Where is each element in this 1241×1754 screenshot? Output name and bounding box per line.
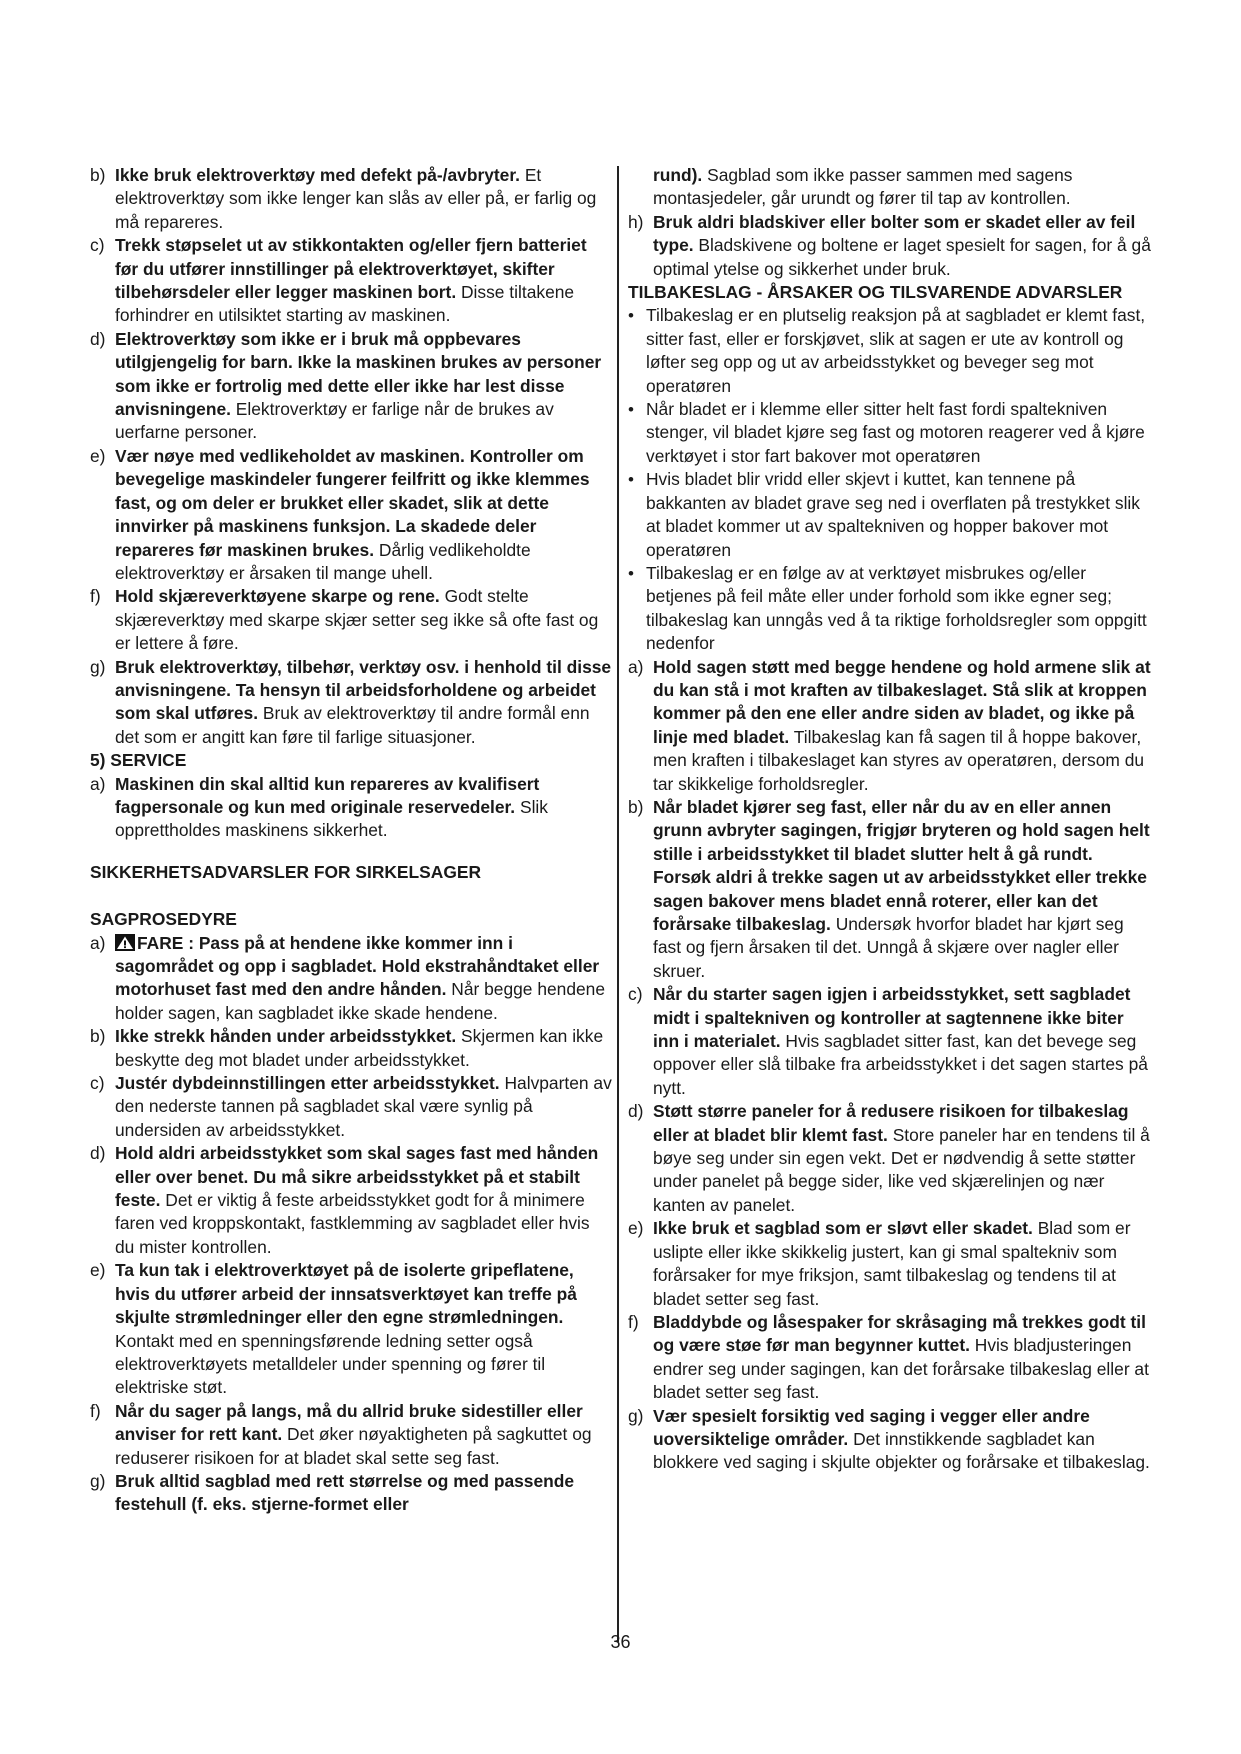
section-heading-service: 5) SERVICE — [90, 750, 187, 771]
page-number: 36 — [610, 1632, 631, 1652]
list-item: g) Bruk alltid sagblad med rett størrelse og med passende festehull (f. eks. stjerne-formet eller — [90, 1470, 575, 1515]
list-item: f) Når du sager på langs, må du allrid bruke sidestiller eller anviser for rett kant. Det øker nøyaktigheten på sagkuttet og reduserer risikoen for at bladet skal sette seg fast. — [90, 1400, 592, 1468]
list-item: h) Bruk aldri bladskiver eller bolter som er skadet eller av feil type. Bladskivene og boltene er laget spesielt for sagen, for å gå optimal ytelse og sikkerhet under bruk. — [628, 211, 1151, 279]
list-item: e) Vær nøye med vedlikeholdet av maskinen. Kontroller om bevegelige maskindeler fungerer feilfritt og ikke klemmes fast, og om deler er brukket eller skadet, slik at dette innvirker på maskinens funksjon. La skadede deler repareres før maskinen brukes. Dårlig vedlikeholdte elektroverktøy er årsaken til mange uhell. — [90, 445, 590, 583]
list-item: c) Trekk støpselet ut av stikkontakten og/eller fjern batteriet før du utfører innstillinger på elektroverktøyet, skifter tilbehørsdeler eller legger maskinen bort. Disse tiltakene forhindrer en utilsiktet starting av maskinen. — [90, 235, 587, 326]
bullet-item: • Når bladet er i klemme eller sitter helt fast fordi spaltekniven stenger, vil bladet kjøre seg fast og motoren reagerer ved å kjøre verktøyet i stor fart bakover mot operatøren — [628, 399, 1145, 466]
column-divider — [617, 166, 619, 1642]
bullet-icon: • — [628, 563, 634, 583]
list-item: c) Justér dybdeinnstillingen etter arbeidsstykket. Halvparten av den nederste tannen på sagbladet skal være synlig på undersiden av arbeidsstykket. — [90, 1073, 612, 1140]
bullet-icon: • — [628, 400, 634, 420]
warning-triangle-icon — [115, 934, 135, 951]
list-item: g) Bruk elektroverktøy, tilbehør, verktøy osv. i henhold til disse anvisningene. Ta hensyn til arbeidsforholdene og arbeidet som skal utføres. Bruk av elektroverktøy til andre formål enn det som er angitt kan føre til farlige situasjoner. — [90, 656, 612, 747]
list-item: e) Ta kun tak i elektroverktøyet på de isolerte gripeflatene, hvis du utfører arbeid der innsatsverktøyet kan treffe på skjulte strømledninger eller den egne strømledningen. Kontakt med en spenningsførende ledning setter også elektroverktøyets metalldeler under spenning og fører til elektriske støt. — [90, 1260, 577, 1398]
list-item: g) Vær spesielt forsiktig ved saging i vegger eller andre uoversiktelige områder. Det innstikkende sagbladet kan blokkere ved saging i skjulte objekter og forårsake et tilbakeslag. — [628, 1405, 1150, 1473]
section-heading-tilbakeslag: TILBAKESLAG - ÅRSAKER OG TILSVARENDE ADVARSLER — [628, 282, 1123, 303]
list-item: d) Støtt større paneler for å redusere risikoen for tilbakeslag eller at bladet blir klemt fast. Store paneler har en tendens til å bøye seg under sin egen vekt. Det er nødvendig å sette støtter under panelet på begge sider, like ved skjærelinjen og nær kanten av panelet. — [628, 1101, 1150, 1215]
list-item: f) Bladdybde og låsespaker for skråsaging må trekkes godt til og være støe før man begynner kuttet. Hvis bladjusteringen endrer seg under sagingen, kan det forårsake tilbakeslag eller at bladet setter seg fast. — [628, 1311, 1149, 1403]
list-item: b) Ikke bruk elektroverktøy med defekt på-/avbryter. Et elektroverktøy som ikke lenger kan slås av eller på, er farlig og må repareres. — [90, 165, 597, 232]
list-item: f) Hold skjæreverktøyene skarpe og rene. Godt stelte skjæreverktøy med skarpe skjær setter seg ikke så ofte fast og er lettere å føre. — [90, 586, 599, 654]
bullet-item: • Tilbakeslag er en plutselig reaksjon på at sagbladet er klemt fast, sitter fast, eller er forskjøvet, slik at sagen er ute av kontroll og løfter seg opp og ut av arbeidsstykket og beveger seg mot operatøren — [628, 305, 1146, 396]
list-item: a) Maskinen din skal alltid kun repareres av kvalifisert fagpersonale og kun med originale reservedeler. Slik opprettholdes maskinens sikkerhet. — [90, 773, 548, 841]
list-item: d) Hold aldri arbeidsstykket som skal sages fast med hånden eller over benet. Du må sikre arbeidsstykket på et stabilt feste. Det er viktig å feste arbeidsstykket godt for å minimere faren ved kroppskontakt, fastklemming av sagbladet eller hvis du mister kontrollen. — [90, 1143, 599, 1257]
list-item: b) Når bladet kjører seg fast, eller når du av en eller annen grunn avbryter sagingen, frigjør bryteren og hold sagen helt stille i arbeidsstykket til bladet slutter helt å gå rundt. Forsøk aldri å trekke sagen ut av arbeidsstykket eller trekke sagen bakover mens bladet ennå roterer, eller kan det forårsake tilbakeslag. Undersøk hvorfor bladet har kjørt seg fast og fjern årsaken til det. Unngå å skjære over nagler eller skruer. — [628, 796, 1150, 981]
list-item: d) Elektroverktøy som ikke er i bruk må oppbevares utilgjengelig for barn. Ikke la maskinen brukes av personer som ikke er fortrolig med dette eller ikke har lest disse anvisningene. Elektroverktøy er farlige når de brukes av uerfarne personer. — [90, 328, 602, 443]
right-column — [628, 164, 1151, 1475]
section-heading-sagprosedyre: SAGPROSEDYRE — [90, 909, 237, 930]
bullet-item: • Tilbakeslag er en følge av at verktøyet misbrukes og/eller betjenes på feil måte eller under forhold som ikke egner seg; tilbakeslag kan unngås ved å ta riktige forholdsregler som oppgitt nedenfor — [628, 562, 1147, 654]
list-item: b) Ikke strekk hånden under arbeidsstykket. Skjermen kan ikke beskytte deg mot bladet under arbeidsstykket. — [90, 1026, 604, 1070]
list-item: a) FARE : Pass på at hendene ikke kommer inn i sagområdet og opp i sagbladet. Hold ekstrahåndtaket eller motorhuset fast med den andre hånden. Når begge hendene holder sagen, kan sagbladet ikke skade hendene. — [90, 932, 606, 1023]
bullet-item: • Hvis bladet blir vridd eller skjevt i kuttet, kan tennene på bakkanten av bladet grave seg ned i overflaten på trestykket slik at bladet kommer ut av spaltekniven og hopper bakover mot operatøren — [628, 469, 1140, 560]
bullet-icon: • — [628, 306, 634, 326]
list-item: e) Ikke bruk et sagblad som er sløvt eller skadet. Blad som er uslipte eller ikke skikkelig justert, kan gi smal spaltekniv som forårsaker for mye friksjon, samt tilbakeslag og tendens til at bladet setter seg fast. — [628, 1218, 1131, 1309]
list-item: c) Når du starter sagen igjen i arbeidsstykket, sett sagbladet midt i spaltekniven og kontroller at sagtennene ikke biter inn i materialet. Hvis sagbladet sitter fast, kan det bevege seg oppover eller slå tilbake fra arbeidsstykket i det sagen startes på nytt. — [628, 984, 1148, 1098]
left-column — [90, 164, 612, 1517]
section-heading-sirkelsager: SIKKERHETSADVARSLER FOR SIRKELSAGER — [90, 861, 481, 882]
bullet-icon: • — [628, 470, 634, 490]
list-item: a) Hold sagen støtt med begge hendene og hold armene slik at du kan stå i mot kraften av tilbakeslaget. Stå slik at kroppen kommer på den ene eller andre siden av bladet, og ikke på linje med bladet. Tilbakeslag kan få sagen til å hoppe bakover, men kraften i tilbakeslaget kan styres av operatøren, dersom du tar skikkelige forholdsregler. — [628, 656, 1151, 794]
continued-item: rund). Sagblad som ikke passer sammen med sagens montasjedeler, går urundt og fører til tap av kontrollen. — [653, 165, 1073, 209]
